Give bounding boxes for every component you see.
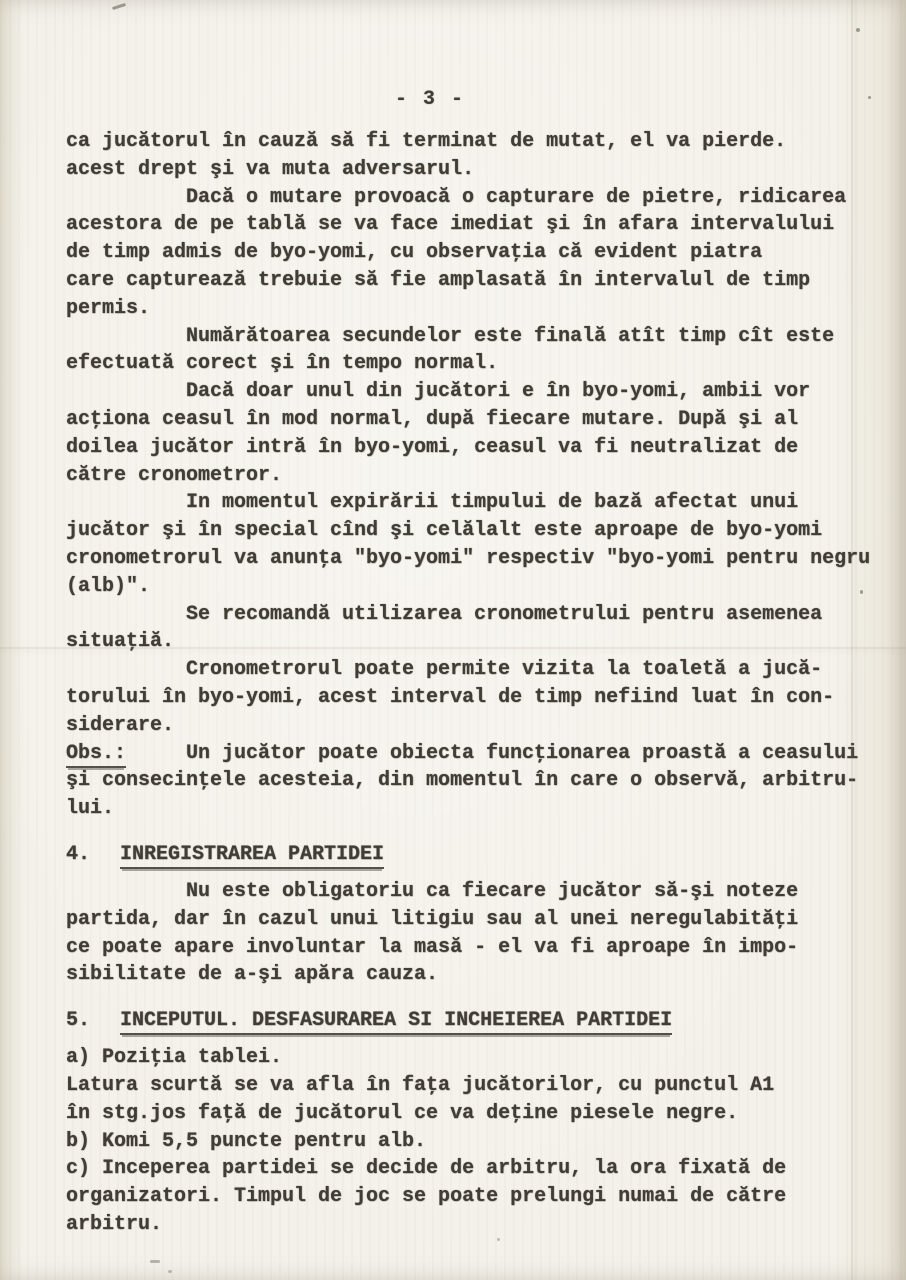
text-line: permis. — [66, 296, 151, 320]
text-line: siderare. — [66, 713, 175, 737]
text-line: torului în byo-yomi, acest interval de timp nefiind luat în con- — [66, 685, 835, 709]
text-line: (alb)". — [66, 574, 151, 598]
text-line: Dacă o mutare provoacă o capturare de pietre, ridicarea — [186, 185, 847, 209]
section-heading — [66, 841, 906, 872]
text-line: sibilitate de a-şi apăra cauza. — [66, 963, 439, 987]
text-line: organizatori. Timpul de joc se poate prelungi numai de către — [66, 1185, 787, 1209]
scan-speck — [112, 3, 126, 10]
scan-speck — [856, 28, 860, 32]
text-line: Se recomandă utilizarea cronometrului pentru asemenea — [186, 602, 823, 626]
text-line: ce poate apare involuntar la masă - el va fi aproape în impo- — [66, 935, 799, 959]
text-line: b) Komi 5,5 puncte pentru alb. — [66, 1129, 427, 1153]
text-line: acţiona ceasul în mod normal, după fiecare mutare. După şi al — [66, 407, 799, 431]
text-line: a) Poziţia tablei. — [66, 1046, 283, 1070]
text-line: lui. — [66, 797, 115, 821]
text-line: arbitru. — [66, 1212, 163, 1236]
text-line: Latura scurtă se va afla în faţa jucătorilor, cu punctul A1 — [66, 1073, 775, 1097]
text-line: către cronometror. — [66, 463, 283, 487]
text-line: Cronometrorul poate permite vizita la toaletă a jucă- — [186, 658, 823, 682]
text-line: situaţiă. — [66, 630, 175, 654]
scan-speck — [150, 1260, 160, 1263]
text-line: în stg.jos faţă de jucătorul ce va deţine piesele negre. — [66, 1101, 739, 1125]
text-line: partida, dar în cazul unui litigiu sau al unei neregulabităţi — [66, 907, 799, 931]
text-line: acest drept şi va muta adversarul. — [66, 157, 475, 181]
text-line: In momentul expirării timpului de bază afectat unui — [186, 491, 799, 515]
section-heading — [66, 1007, 906, 1038]
text-line: Dacă doar unul din jucători e în byo-yomi, ambii vor — [186, 380, 811, 404]
text-line: doilea jucător intră în byo-yomi, ceasul va fi neutralizat de — [66, 435, 799, 459]
observation-line — [66, 740, 906, 768]
text-line: şi consecinţele acesteia, din momentul în care o observă, arbitru- — [66, 769, 859, 793]
heading-number: 4. — [66, 842, 91, 866]
text-line: Numărătoarea secundelor este finală atît timp cît este — [186, 324, 835, 348]
text-line: efectuată corect şi în tempo normal. — [66, 352, 499, 376]
text-line: c) Inceperea partidei se decide de arbitru, la ora fixată de — [66, 1157, 787, 1181]
text-line: de timp admis de byo-yomi, cu observaţia că evident piatra — [66, 241, 763, 265]
heading-title: INCEPUTUL. DESFASURAREA SI INCHEIEREA PARTIDEI — [120, 1009, 672, 1035]
heading-number: 5. — [66, 1009, 91, 1033]
obs-label: Obs.: — [66, 742, 126, 768]
document-body — [0, 128, 906, 1239]
text-line: cronometrorul va anunţa "byo-yomi" respectiv "byo-yomi pentru negru — [66, 546, 871, 570]
text-line: Un jucător poate obiecta funcţionarea proastă a ceasului — [186, 741, 859, 765]
text-line: ca jucătorul în cauză să fi terminat de mutat, el va pierde. — [66, 130, 787, 153]
scan-speck — [168, 1270, 172, 1273]
text-line: acestora de pe tablă se va face imediat şi în afara intervalului — [66, 213, 835, 237]
text-line: care capturează trebuie să fie amplasată în intervalul de timp — [66, 268, 811, 292]
text-line: jucător şi în special cînd şi celălalt este aproape de byo-yomi — [66, 519, 823, 543]
page-number: - 3 - — [394, 88, 465, 111]
heading-title: INREGISTRAREA PARTIDEI — [120, 843, 384, 869]
text-line: Nu este obligatoriu ca fiecare jucător să-şi noteze — [186, 879, 799, 903]
